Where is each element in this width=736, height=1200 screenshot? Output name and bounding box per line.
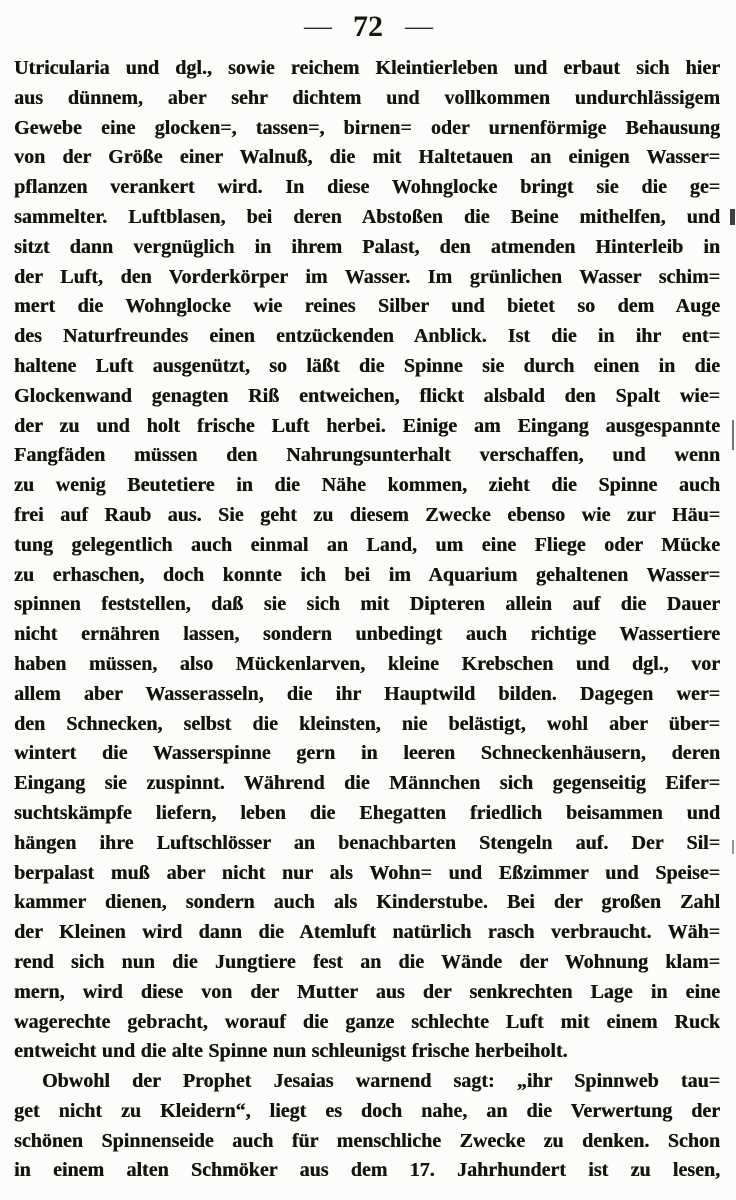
text-line: haltene Luft ausgenützt, so läßt die Spinne sie durch einen in die [14,354,720,377]
text-line: allem aber Wasserasseln, die ihr Hauptwild bilden. Dagegen wer= [14,682,720,705]
scan-artifact [732,840,734,854]
paragraph [14,1067,720,1186]
scan-artifact [730,209,735,225]
text-line: get nicht zu Kleidern“, liegt es doch nahe, an die Verwertung der [14,1099,720,1122]
text-line: schönen Spinnenseide auch für menschliche Zwecke zu denken. Schon [14,1129,720,1152]
text-line: spinnen feststellen, daß sie sich mit Dipteren allein auf die Dauer [14,593,720,616]
text-line: sammelter. Luftblasen, bei deren Abstoßen die Beine mithelfen, und [14,205,720,228]
text-line: in einem alten Schmöker aus dem 17. Jahrhundert ist zu lesen, [14,1159,720,1182]
text-line: der Luft, den Vorderkörper im Wasser. Im grünlichen Wasser schim= [14,265,720,288]
text-line: wagerechte gebracht, worauf die ganze schlechte Luft mit einem Ruck [14,1010,720,1033]
text-line: Utricularia und dgl., sowie reichem Kleintierleben und erbaut sich hier [14,57,720,79]
text-line: berpalast muß aber nicht nur als Wohn= und Eßzimmer und Speise= [14,861,720,884]
header-dash-right: — [405,11,432,42]
text-line: entweicht und die alte Spinne nun schleunigst frische herbeiholt. [14,1040,568,1063]
text-line: Eingang sie zuspinnt. Während die Männchen sich gegenseitig Eifer= [14,772,720,795]
text-line: hängen ihre Luftschlösser an benachbarten Stengeln auf. Der Sil= [14,831,720,854]
scan-artifact [732,420,734,450]
page-header [0,0,736,46]
text-line: Gewebe eine glocken=, tassen=, birnen= oder urnenförmige Behausung [14,116,720,139]
paragraph [14,54,720,1067]
text-line: kammer dienen, sondern auch als Kinderstube. Bei der großen Zahl [14,891,720,914]
text-line: von der Größe einer Walnuß, die mit Haltetauen an einigen Wasser= [14,146,720,169]
text-line: pflanzen verankert wird. In diese Wohnglocke bringt sie die ge= [14,176,720,199]
text-block [0,46,736,1186]
text-line: des Naturfreundes einen entzückenden Anblick. Ist die in ihr ent= [14,325,720,348]
text-line: der zu und holt frische Luft herbei. Einige am Eingang ausgespannte [14,414,720,437]
text-line: aus dünnem, aber sehr dichtem und vollkommen undurchlässigem [14,86,720,109]
text-line: den Schnecken, selbst die kleinsten, nie belästigt, wohl aber über= [14,712,720,735]
text-line: zu erhaschen, doch konnte ich bei im Aquarium gehaltenen Wasser= [14,563,720,586]
text-line: sitzt dann vergnüglich in ihrem Palast, den atmenden Hinterleib in [14,235,720,258]
text-line: mern, wird diese von der Mutter aus der senkrechten Lage in eine [14,980,720,1003]
text-line: mert die Wohnglocke wie reines Silber und bietet so dem Auge [14,295,720,318]
text-line: frei auf Raub aus. Sie geht zu diesem Zwecke ebenso wie zur Häu= [14,503,720,526]
text-line: Fangfäden müssen den Nahrungsunterhalt verschaffen, und wenn [14,444,720,467]
text-line: Glockenwand genagten Riß entweichen, flickt alsbald den Spalt wie= [14,384,720,407]
text-line: haben müssen, also Mückenlarven, kleine Krebschen und dgl., vor [14,652,720,675]
text-line: Obwohl der Prophet Jesaias warnend sagt: „ihr Spinnweb tau= [42,1070,720,1093]
text-line: der Kleinen wird dann die Atemluft natürlich rasch verbraucht. Wäh= [14,921,720,944]
page-number: 72 [353,10,383,43]
text-line: zu wenig Beutetiere in die Nähe kommen, zieht die Spinne auch [14,474,720,497]
text-line: rend sich nun die Jungtiere fest an die Wände der Wohnung klam= [14,950,720,973]
text-line: wintert die Wasserspinne gern in leeren Schneckenhäusern, deren [14,742,720,765]
text-line: suchtskämpfe liefern, leben die Ehegatten friedlich beisammen und [14,801,720,824]
header-dash-left: — [304,11,331,42]
text-line: tung gelegentlich auch einmal an Land, um eine Fliege oder Mücke [14,533,720,556]
text-line: nicht ernähren lassen, sondern unbedingt auch richtige Wassertiere [14,623,720,646]
